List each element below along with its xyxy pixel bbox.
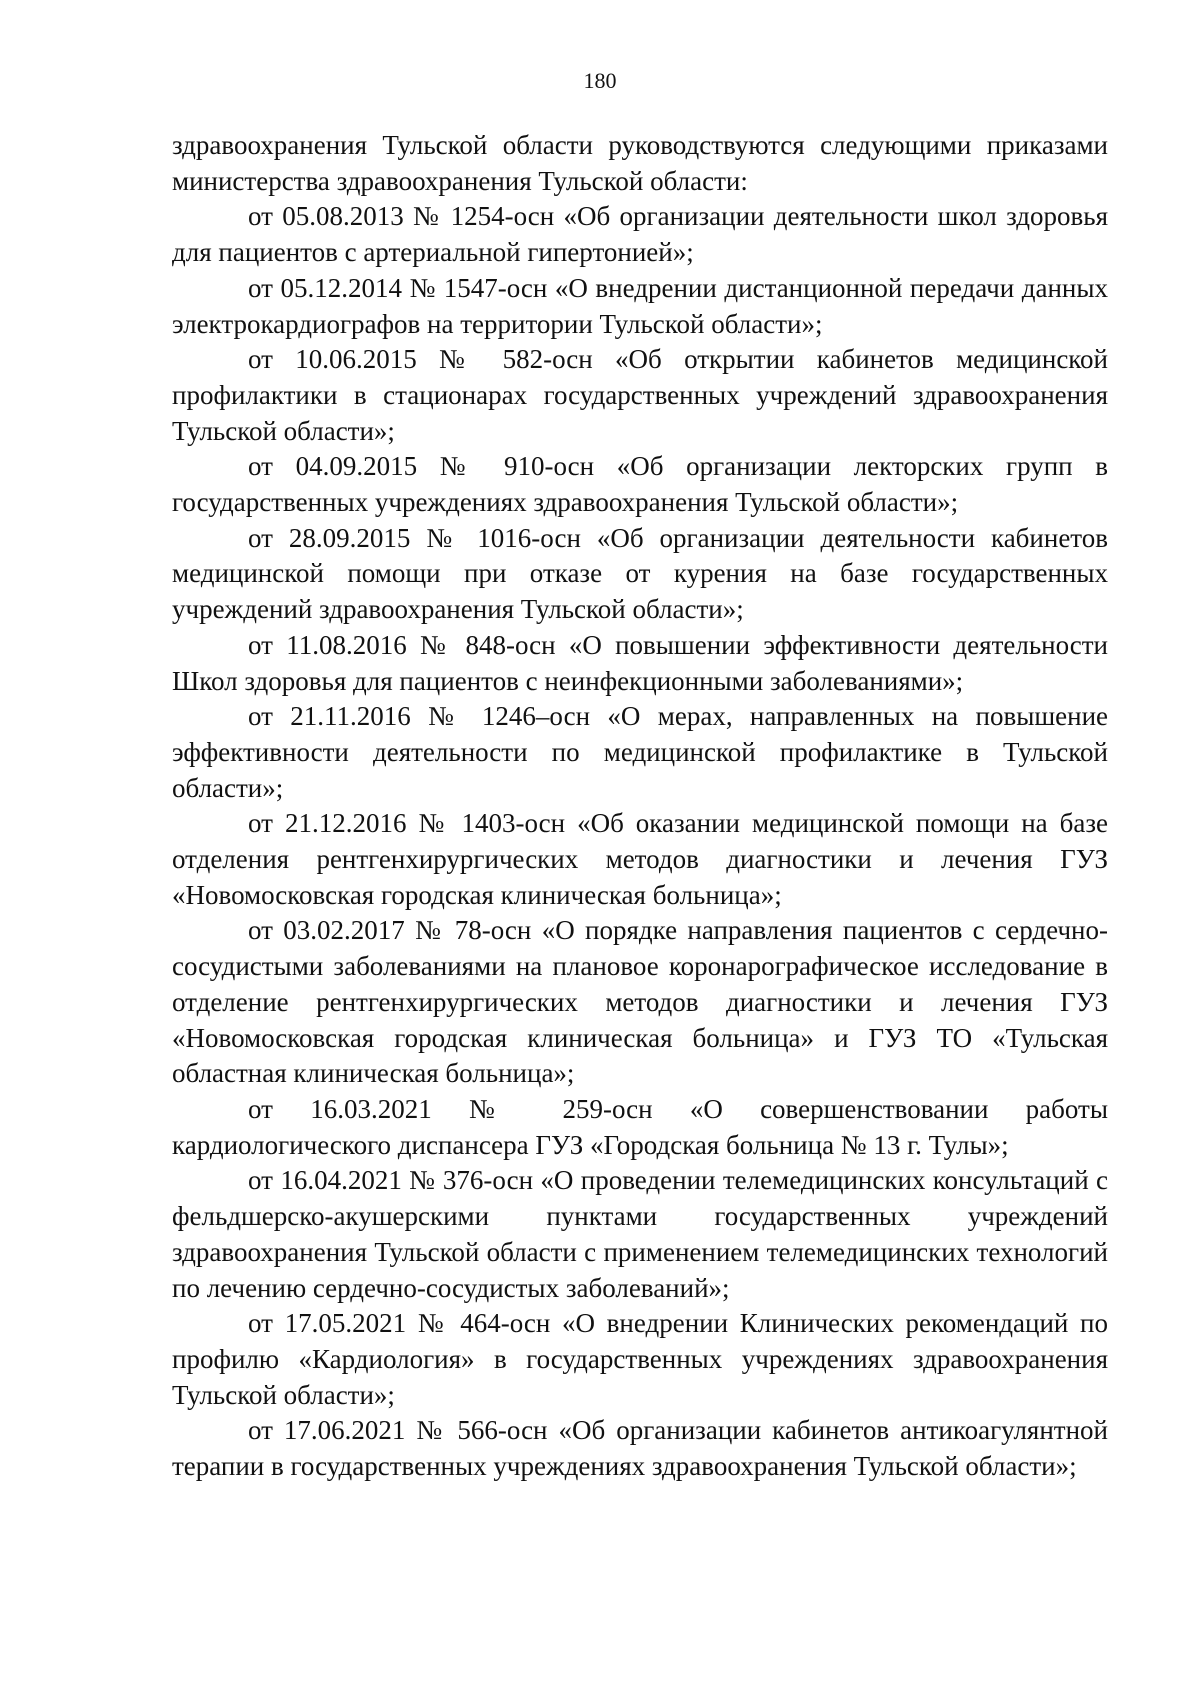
paragraph-order: от 17.05.2021 № 464-осн «О внедрении Клинических рекомендаций по профилю «Кардиология» в государственных учреждениях здравоохранения Тульской области»; (172, 1308, 1108, 1410)
paragraph-order: от 05.08.2013 № 1254-осн «Об организации деятельности школ здоровья для пациентов с артериальной гипертонией»; (172, 201, 1108, 268)
paragraph-order: от 21.11.2016 № 1246–осн «О мерах, направленных на повышение эффективности деятельности по медицинской профилактике в Тульской области»; (172, 701, 1108, 803)
paragraph-order: от 21.12.2016 № 1403-осн «Об оказании медицинской помощи на базе отделения рентгенхирургических методов диагностики и лечения ГУЗ «Новомосковская городская клиническая больница»; (172, 808, 1108, 910)
paragraph-order: от 17.06.2021 № 566-осн «Об организации кабинетов антикоагулянтной терапии в государственных учреждениях здравоохранения Тульской области»; (172, 1415, 1108, 1482)
paragraph-order: от 05.12.2014 № 1547-осн «О внедрении дистанционной передачи данных электрокардиографов на территории Тульской области»; (172, 272, 1108, 339)
paragraph-order: от 28.09.2015 № 1016-осн «Об организации деятельности кабинетов медицинской помощи при отказе от курения на базе государственных учреждений здравоохранения Тульской области»; (172, 522, 1108, 625)
paragraph-order: от 04.09.2015 № 910-осн «Об организации лекторских групп в государственных учреждениях здравоохранения Тульской области»; (172, 451, 1108, 518)
paragraph-order: от 10.06.2015 № 582-осн «Об открытии кабинетов медицинской профилактики в стационарах государственных учреждений здравоохранения Тульской области»; (172, 344, 1108, 446)
page-number: 180 (583, 68, 617, 93)
paragraph-order: от 16.03.2021 № 259-осн «О совершенствовании работы кардиологического диспансера ГУЗ «Городская больница № 13 г. Тулы»; (172, 1093, 1108, 1160)
document-body (172, 128, 1108, 1485)
paragraph-order: от 03.02.2017 № 78-осн «О порядке направления пациентов с сердечно-сосудистыми заболеваниями на плановое коронарографическое исследование в отделение рентгенхирургических методов диагностики и лечения ГУЗ «Новомосковская городская клиническая больница» и ГУЗ ТО «Тульская областная клиническая больница»; (172, 915, 1108, 1089)
paragraph-order: от 11.08.2016 № 848-осн «О повышении эффективности деятельности Школ здоровья для пациентов с неинфекционными заболеваниями»; (172, 629, 1108, 696)
paragraph-intro-continuation: здравоохранения Тульской области руководствуются следующими приказами министерства здравоохранения Тульской области: (172, 130, 1108, 196)
paragraph-order: от 16.04.2021 № 376-осн «О проведении телемедицинских консультаций с фельдшерско-акушерскими пунктами государственных учреждений здравоохранения Тульской области с применением телемедицинских технологий по лечению сердечно-сосудистых заболеваний»; (172, 1165, 1108, 1303)
